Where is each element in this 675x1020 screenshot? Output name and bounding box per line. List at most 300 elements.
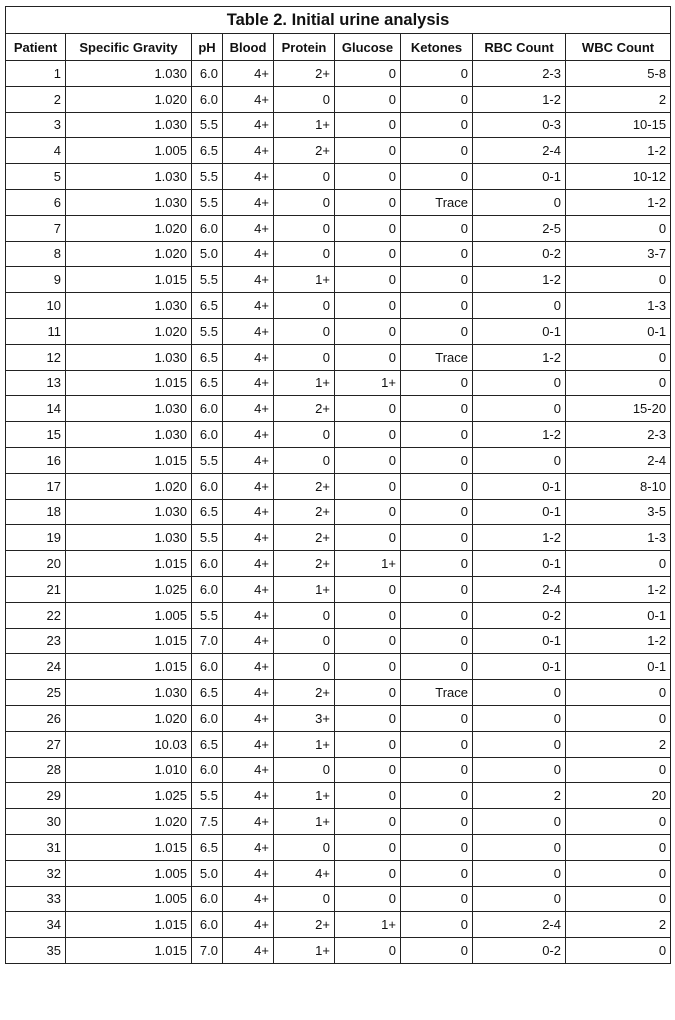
cell-blood: 4+ xyxy=(223,215,274,241)
cell-wbc-count: 0 xyxy=(566,860,671,886)
cell-wbc-count: 0 xyxy=(566,809,671,835)
cell-ketones: 0 xyxy=(401,860,473,886)
cell-specific-gravity: 1.030 xyxy=(66,344,192,370)
table-container xyxy=(5,6,670,1016)
cell-wbc-count: 3-7 xyxy=(566,241,671,267)
table-row xyxy=(6,705,671,731)
cell-protein: 0 xyxy=(274,86,335,112)
cell-rbc-count: 0-2 xyxy=(473,938,566,964)
cell-glucose: 0 xyxy=(335,293,401,319)
cell-blood: 4+ xyxy=(223,576,274,602)
cell-rbc-count: 0 xyxy=(473,293,566,319)
column-header-ketones: Ketones xyxy=(401,34,473,61)
table-row xyxy=(6,318,671,344)
cell-blood: 4+ xyxy=(223,654,274,680)
cell-wbc-count: 10-15 xyxy=(566,112,671,138)
cell-rbc-count: 0-1 xyxy=(473,551,566,577)
cell-glucose: 1+ xyxy=(335,370,401,396)
cell-patient: 17 xyxy=(6,473,66,499)
cell-patient: 10 xyxy=(6,293,66,319)
cell-protein: 0 xyxy=(274,654,335,680)
cell-blood: 4+ xyxy=(223,731,274,757)
table-row xyxy=(6,241,671,267)
cell-patient: 35 xyxy=(6,938,66,964)
cell-specific-gravity: 1.015 xyxy=(66,267,192,293)
cell-wbc-count: 1-3 xyxy=(566,293,671,319)
cell-glucose: 0 xyxy=(335,189,401,215)
cell-protein: 2+ xyxy=(274,396,335,422)
cell-specific-gravity: 1.020 xyxy=(66,215,192,241)
cell-ph: 5.5 xyxy=(192,602,223,628)
cell-ketones: 0 xyxy=(401,886,473,912)
cell-blood: 4+ xyxy=(223,551,274,577)
cell-ketones: 0 xyxy=(401,215,473,241)
cell-ph: 6.0 xyxy=(192,912,223,938)
cell-protein: 2+ xyxy=(274,525,335,551)
cell-blood: 4+ xyxy=(223,938,274,964)
cell-wbc-count: 15-20 xyxy=(566,396,671,422)
cell-specific-gravity: 1.015 xyxy=(66,447,192,473)
cell-patient: 5 xyxy=(6,164,66,190)
cell-rbc-count: 0 xyxy=(473,447,566,473)
cell-blood: 4+ xyxy=(223,138,274,164)
cell-patient: 23 xyxy=(6,628,66,654)
cell-patient: 16 xyxy=(6,447,66,473)
table-row xyxy=(6,886,671,912)
cell-protein: 0 xyxy=(274,602,335,628)
column-header-glucose: Glucose xyxy=(335,34,401,61)
cell-protein: 0 xyxy=(274,318,335,344)
cell-protein: 1+ xyxy=(274,783,335,809)
cell-wbc-count: 0 xyxy=(566,757,671,783)
cell-patient: 32 xyxy=(6,860,66,886)
cell-wbc-count: 0 xyxy=(566,551,671,577)
cell-blood: 4+ xyxy=(223,61,274,87)
cell-ph: 7.5 xyxy=(192,809,223,835)
cell-blood: 4+ xyxy=(223,473,274,499)
table-row xyxy=(6,447,671,473)
cell-specific-gravity: 1.020 xyxy=(66,86,192,112)
cell-ph: 6.0 xyxy=(192,886,223,912)
cell-glucose: 0 xyxy=(335,731,401,757)
table-row xyxy=(6,138,671,164)
cell-blood: 4+ xyxy=(223,447,274,473)
cell-wbc-count: 5-8 xyxy=(566,61,671,87)
cell-ketones: 0 xyxy=(401,654,473,680)
table-row xyxy=(6,525,671,551)
cell-wbc-count: 2 xyxy=(566,731,671,757)
cell-glucose: 0 xyxy=(335,783,401,809)
cell-blood: 4+ xyxy=(223,344,274,370)
cell-wbc-count: 1-2 xyxy=(566,628,671,654)
cell-glucose: 0 xyxy=(335,215,401,241)
cell-blood: 4+ xyxy=(223,370,274,396)
cell-rbc-count: 0 xyxy=(473,705,566,731)
cell-rbc-count: 1-2 xyxy=(473,267,566,293)
cell-blood: 4+ xyxy=(223,757,274,783)
cell-wbc-count: 2 xyxy=(566,86,671,112)
cell-rbc-count: 0-3 xyxy=(473,112,566,138)
cell-glucose: 0 xyxy=(335,938,401,964)
cell-wbc-count: 0 xyxy=(566,938,671,964)
cell-glucose: 0 xyxy=(335,834,401,860)
cell-wbc-count: 1-2 xyxy=(566,189,671,215)
cell-ketones: 0 xyxy=(401,473,473,499)
cell-wbc-count: 1-2 xyxy=(566,138,671,164)
cell-ph: 6.0 xyxy=(192,61,223,87)
cell-specific-gravity: 1.030 xyxy=(66,422,192,448)
cell-specific-gravity: 1.030 xyxy=(66,189,192,215)
cell-ph: 6.0 xyxy=(192,86,223,112)
cell-rbc-count: 1-2 xyxy=(473,422,566,448)
cell-protein: 2+ xyxy=(274,61,335,87)
cell-glucose: 0 xyxy=(335,860,401,886)
cell-patient: 1 xyxy=(6,61,66,87)
cell-glucose: 0 xyxy=(335,886,401,912)
cell-ph: 5.5 xyxy=(192,189,223,215)
cell-patient: 6 xyxy=(6,189,66,215)
cell-protein: 0 xyxy=(274,293,335,319)
cell-ketones: 0 xyxy=(401,783,473,809)
cell-wbc-count: 8-10 xyxy=(566,473,671,499)
cell-glucose: 0 xyxy=(335,112,401,138)
cell-ketones: 0 xyxy=(401,370,473,396)
cell-patient: 8 xyxy=(6,241,66,267)
cell-protein: 0 xyxy=(274,215,335,241)
cell-rbc-count: 0-1 xyxy=(473,164,566,190)
cell-wbc-count: 2-3 xyxy=(566,422,671,448)
cell-specific-gravity: 1.030 xyxy=(66,293,192,319)
cell-patient: 19 xyxy=(6,525,66,551)
cell-rbc-count: 2-3 xyxy=(473,61,566,87)
cell-glucose: 0 xyxy=(335,809,401,835)
table-row xyxy=(6,602,671,628)
cell-ketones: 0 xyxy=(401,318,473,344)
cell-glucose: 1+ xyxy=(335,912,401,938)
cell-blood: 4+ xyxy=(223,112,274,138)
table-row xyxy=(6,370,671,396)
cell-ph: 5.0 xyxy=(192,241,223,267)
cell-rbc-count: 0 xyxy=(473,680,566,706)
cell-patient: 15 xyxy=(6,422,66,448)
table-row xyxy=(6,86,671,112)
cell-ketones: Trace xyxy=(401,680,473,706)
cell-blood: 4+ xyxy=(223,422,274,448)
cell-ph: 5.0 xyxy=(192,860,223,886)
cell-protein: 0 xyxy=(274,628,335,654)
cell-ph: 6.0 xyxy=(192,654,223,680)
cell-protein: 1+ xyxy=(274,370,335,396)
cell-ph: 6.0 xyxy=(192,551,223,577)
cell-wbc-count: 0-1 xyxy=(566,654,671,680)
cell-specific-gravity: 1.020 xyxy=(66,809,192,835)
column-header-patient: Patient xyxy=(6,34,66,61)
table-row xyxy=(6,396,671,422)
table-row xyxy=(6,164,671,190)
cell-patient: 14 xyxy=(6,396,66,422)
cell-blood: 4+ xyxy=(223,86,274,112)
cell-protein: 4+ xyxy=(274,860,335,886)
cell-specific-gravity: 1.015 xyxy=(66,654,192,680)
cell-ph: 7.0 xyxy=(192,938,223,964)
cell-protein: 0 xyxy=(274,344,335,370)
cell-patient: 25 xyxy=(6,680,66,706)
cell-ketones: 0 xyxy=(401,912,473,938)
cell-ketones: 0 xyxy=(401,809,473,835)
cell-specific-gravity: 1.005 xyxy=(66,602,192,628)
cell-blood: 4+ xyxy=(223,189,274,215)
column-header-blood: Blood xyxy=(223,34,274,61)
cell-ketones: Trace xyxy=(401,189,473,215)
cell-ph: 6.0 xyxy=(192,705,223,731)
cell-blood: 4+ xyxy=(223,912,274,938)
cell-specific-gravity: 1.015 xyxy=(66,628,192,654)
cell-patient: 20 xyxy=(6,551,66,577)
cell-blood: 4+ xyxy=(223,860,274,886)
cell-patient: 7 xyxy=(6,215,66,241)
table-row xyxy=(6,938,671,964)
cell-glucose: 0 xyxy=(335,525,401,551)
cell-protein: 2+ xyxy=(274,138,335,164)
cell-protein: 0 xyxy=(274,422,335,448)
column-header-wbc-count: WBC Count xyxy=(566,34,671,61)
cell-ketones: 0 xyxy=(401,576,473,602)
cell-blood: 4+ xyxy=(223,164,274,190)
cell-ph: 6.0 xyxy=(192,757,223,783)
cell-ketones: 0 xyxy=(401,422,473,448)
cell-glucose: 0 xyxy=(335,654,401,680)
cell-patient: 27 xyxy=(6,731,66,757)
cell-protein: 0 xyxy=(274,447,335,473)
table-row xyxy=(6,680,671,706)
table-row xyxy=(6,860,671,886)
cell-specific-gravity: 1.030 xyxy=(66,396,192,422)
cell-glucose: 0 xyxy=(335,447,401,473)
cell-specific-gravity: 1.015 xyxy=(66,834,192,860)
cell-glucose: 0 xyxy=(335,241,401,267)
cell-protein: 0 xyxy=(274,189,335,215)
cell-patient: 18 xyxy=(6,499,66,525)
cell-blood: 4+ xyxy=(223,267,274,293)
cell-ph: 6.5 xyxy=(192,834,223,860)
cell-ketones: 0 xyxy=(401,525,473,551)
table-row xyxy=(6,267,671,293)
cell-patient: 2 xyxy=(6,86,66,112)
cell-ph: 5.5 xyxy=(192,267,223,293)
cell-wbc-count: 0 xyxy=(566,834,671,860)
cell-blood: 4+ xyxy=(223,525,274,551)
cell-protein: 1+ xyxy=(274,112,335,138)
cell-specific-gravity: 1.030 xyxy=(66,61,192,87)
cell-rbc-count: 2 xyxy=(473,783,566,809)
cell-glucose: 0 xyxy=(335,705,401,731)
cell-rbc-count: 1-2 xyxy=(473,344,566,370)
cell-blood: 4+ xyxy=(223,499,274,525)
cell-blood: 4+ xyxy=(223,834,274,860)
table-row xyxy=(6,576,671,602)
cell-ketones: 0 xyxy=(401,447,473,473)
cell-rbc-count: 0-1 xyxy=(473,318,566,344)
cell-specific-gravity: 1.005 xyxy=(66,860,192,886)
cell-ph: 5.5 xyxy=(192,525,223,551)
cell-wbc-count: 3-5 xyxy=(566,499,671,525)
cell-blood: 4+ xyxy=(223,783,274,809)
cell-wbc-count: 2-4 xyxy=(566,447,671,473)
cell-glucose: 0 xyxy=(335,86,401,112)
cell-specific-gravity: 1.015 xyxy=(66,912,192,938)
cell-patient: 26 xyxy=(6,705,66,731)
table-row xyxy=(6,628,671,654)
header-row xyxy=(6,34,671,61)
cell-glucose: 0 xyxy=(335,576,401,602)
table-row xyxy=(6,912,671,938)
cell-wbc-count: 20 xyxy=(566,783,671,809)
cell-blood: 4+ xyxy=(223,628,274,654)
table-row xyxy=(6,344,671,370)
cell-ketones: 0 xyxy=(401,241,473,267)
cell-ph: 6.0 xyxy=(192,215,223,241)
cell-rbc-count: 0-2 xyxy=(473,602,566,628)
cell-glucose: 1+ xyxy=(335,551,401,577)
cell-ph: 5.5 xyxy=(192,112,223,138)
cell-blood: 4+ xyxy=(223,886,274,912)
cell-patient: 3 xyxy=(6,112,66,138)
cell-ph: 5.5 xyxy=(192,783,223,809)
cell-specific-gravity: 1.030 xyxy=(66,525,192,551)
cell-glucose: 0 xyxy=(335,344,401,370)
cell-protein: 1+ xyxy=(274,938,335,964)
cell-glucose: 0 xyxy=(335,396,401,422)
table-row xyxy=(6,757,671,783)
cell-ph: 5.5 xyxy=(192,164,223,190)
cell-specific-gravity: 1.005 xyxy=(66,138,192,164)
cell-protein: 0 xyxy=(274,757,335,783)
cell-specific-gravity: 1.030 xyxy=(66,499,192,525)
cell-protein: 2+ xyxy=(274,680,335,706)
cell-glucose: 0 xyxy=(335,164,401,190)
column-header-protein: Protein xyxy=(274,34,335,61)
column-header-ph: pH xyxy=(192,34,223,61)
cell-blood: 4+ xyxy=(223,602,274,628)
cell-specific-gravity: 1.015 xyxy=(66,938,192,964)
cell-wbc-count: 2 xyxy=(566,912,671,938)
cell-wbc-count: 0 xyxy=(566,886,671,912)
cell-specific-gravity: 1.020 xyxy=(66,705,192,731)
cell-patient: 21 xyxy=(6,576,66,602)
cell-ketones: 0 xyxy=(401,551,473,577)
cell-specific-gravity: 1.030 xyxy=(66,112,192,138)
cell-wbc-count: 1-2 xyxy=(566,576,671,602)
cell-rbc-count: 0 xyxy=(473,370,566,396)
cell-wbc-count: 0 xyxy=(566,370,671,396)
cell-glucose: 0 xyxy=(335,680,401,706)
cell-ph: 7.0 xyxy=(192,628,223,654)
cell-glucose: 0 xyxy=(335,757,401,783)
cell-ph: 6.0 xyxy=(192,473,223,499)
cell-wbc-count: 1-3 xyxy=(566,525,671,551)
cell-blood: 4+ xyxy=(223,318,274,344)
cell-rbc-count: 0 xyxy=(473,396,566,422)
cell-wbc-count: 0 xyxy=(566,680,671,706)
cell-patient: 33 xyxy=(6,886,66,912)
cell-glucose: 0 xyxy=(335,628,401,654)
cell-ph: 5.5 xyxy=(192,318,223,344)
cell-wbc-count: 0 xyxy=(566,267,671,293)
cell-ketones: Trace xyxy=(401,344,473,370)
cell-ketones: 0 xyxy=(401,628,473,654)
cell-ketones: 0 xyxy=(401,112,473,138)
cell-ph: 6.0 xyxy=(192,422,223,448)
cell-ph: 6.5 xyxy=(192,680,223,706)
cell-ketones: 0 xyxy=(401,705,473,731)
cell-ph: 6.5 xyxy=(192,499,223,525)
cell-ph: 6.5 xyxy=(192,293,223,319)
cell-patient: 22 xyxy=(6,602,66,628)
cell-protein: 0 xyxy=(274,886,335,912)
cell-ph: 6.0 xyxy=(192,396,223,422)
cell-specific-gravity: 1.010 xyxy=(66,757,192,783)
cell-ph: 6.5 xyxy=(192,138,223,164)
cell-protein: 1+ xyxy=(274,576,335,602)
cell-glucose: 0 xyxy=(335,422,401,448)
cell-protein: 0 xyxy=(274,164,335,190)
cell-patient: 28 xyxy=(6,757,66,783)
cell-ph: 6.0 xyxy=(192,576,223,602)
cell-glucose: 0 xyxy=(335,499,401,525)
cell-protein: 1+ xyxy=(274,731,335,757)
cell-patient: 24 xyxy=(6,654,66,680)
table-row xyxy=(6,834,671,860)
cell-blood: 4+ xyxy=(223,241,274,267)
cell-wbc-count: 0 xyxy=(566,215,671,241)
cell-glucose: 0 xyxy=(335,267,401,293)
table-row xyxy=(6,809,671,835)
cell-ketones: 0 xyxy=(401,61,473,87)
table-row xyxy=(6,654,671,680)
table-row xyxy=(6,61,671,87)
cell-blood: 4+ xyxy=(223,680,274,706)
cell-specific-gravity: 1.030 xyxy=(66,680,192,706)
column-header-specific-gravity: Specific Gravity xyxy=(66,34,192,61)
cell-ketones: 0 xyxy=(401,138,473,164)
table-row xyxy=(6,499,671,525)
cell-ketones: 0 xyxy=(401,731,473,757)
cell-protein: 2+ xyxy=(274,912,335,938)
cell-ketones: 0 xyxy=(401,164,473,190)
cell-wbc-count: 0 xyxy=(566,705,671,731)
cell-rbc-count: 0 xyxy=(473,860,566,886)
cell-glucose: 0 xyxy=(335,318,401,344)
cell-rbc-count: 0 xyxy=(473,189,566,215)
cell-protein: 0 xyxy=(274,834,335,860)
cell-wbc-count: 10-12 xyxy=(566,164,671,190)
cell-ph: 6.5 xyxy=(192,344,223,370)
cell-protein: 1+ xyxy=(274,809,335,835)
cell-rbc-count: 0-1 xyxy=(473,628,566,654)
cell-rbc-count: 2-4 xyxy=(473,912,566,938)
table-row xyxy=(6,473,671,499)
cell-protein: 2+ xyxy=(274,551,335,577)
cell-rbc-count: 2-4 xyxy=(473,576,566,602)
cell-glucose: 0 xyxy=(335,61,401,87)
cell-protein: 2+ xyxy=(274,499,335,525)
table-row xyxy=(6,731,671,757)
cell-patient: 13 xyxy=(6,370,66,396)
cell-protein: 0 xyxy=(274,241,335,267)
cell-blood: 4+ xyxy=(223,809,274,835)
cell-ketones: 0 xyxy=(401,499,473,525)
cell-specific-gravity: 1.025 xyxy=(66,576,192,602)
